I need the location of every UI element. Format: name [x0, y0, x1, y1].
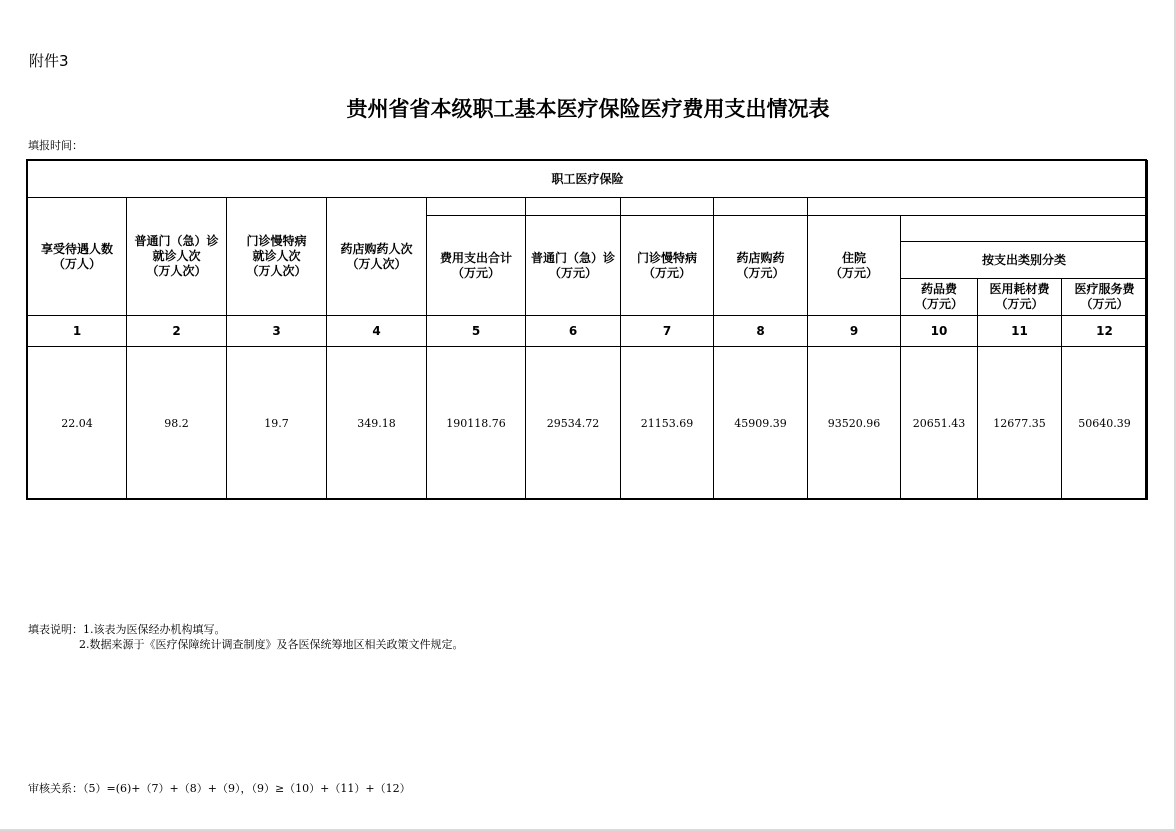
expense-table: [27, 160, 1148, 500]
index-cell: 4: [327, 316, 427, 347]
fill-time-label: 填报时间：: [28, 139, 83, 152]
data-cell: 98.2: [127, 347, 227, 500]
header-blank-7: [621, 198, 714, 216]
index-cell: 2: [127, 316, 227, 347]
data-cell: 19.7: [227, 347, 327, 500]
index-cell: 1: [28, 316, 127, 347]
index-row: [28, 316, 1148, 347]
index-cell: 3: [227, 316, 327, 347]
header-c1: 享受待遇人数 （万人）: [28, 198, 127, 316]
attachment-label: 附件3: [29, 52, 69, 70]
header-c5: 费用支出合计 （万元）: [427, 216, 526, 316]
header-c12: 医疗服务费 （万元）: [1062, 279, 1148, 316]
header-blank-8: [714, 198, 808, 216]
classification-header: 按支出类别分类: [901, 242, 1148, 279]
group-header: 职工医疗保险: [28, 161, 1148, 198]
data-row: [28, 347, 1148, 500]
header-c6: 普通门（急）诊 （万元）: [526, 216, 621, 316]
data-cell: 93520.96: [808, 347, 901, 500]
index-cell: 7: [621, 316, 714, 347]
index-cell: 6: [526, 316, 621, 347]
data-cell: 349.18: [327, 347, 427, 500]
index-cell: 8: [714, 316, 808, 347]
index-cell: 11: [978, 316, 1062, 347]
index-cell: 5: [427, 316, 526, 347]
data-cell: 22.04: [28, 347, 127, 500]
data-cell: 20651.43: [901, 347, 978, 500]
index-cell: 10: [901, 316, 978, 347]
header-c7: 门诊慢特病 （万元）: [621, 216, 714, 316]
data-cell: 12677.35: [978, 347, 1062, 500]
header-c4: 药店购药人次 （万人次）: [327, 198, 427, 316]
page-title: 贵州省省本级职工基本医疗保险医疗费用支出情况表: [346, 96, 830, 121]
note-line-2: 2.数据来源于《医疗保障统计调查制度》及各医保统筹地区相关政策文件规定。: [79, 638, 464, 651]
index-cell: 9: [808, 316, 901, 347]
header-c3: 门诊慢特病 就诊人次 （万人次）: [227, 198, 327, 316]
note-line-1: 填表说明：1.该表为医保经办机构填写。: [28, 623, 226, 636]
header-c2: 普通门（急）诊 就诊人次 （万人次）: [127, 198, 227, 316]
header-c9: 住院 （万元）: [808, 216, 901, 316]
header-c11: 医用耗材费 （万元）: [978, 279, 1062, 316]
header-blank-5: [427, 198, 526, 216]
index-cell: 12: [1062, 316, 1148, 347]
data-cell: 190118.76: [427, 347, 526, 500]
header-blank-6: [526, 198, 621, 216]
audit-relation: 审核关系：（5）=(6)+（7）+（8）+（9），（9）≥（10）+（11）+（12）: [28, 782, 411, 795]
data-cell: 29534.72: [526, 347, 621, 500]
data-cell: 45909.39: [714, 347, 808, 500]
data-cell: 21153.69: [621, 347, 714, 500]
header-c10: 药品费 （万元）: [901, 279, 978, 316]
header-c8: 药店购药 （万元）: [714, 216, 808, 316]
data-cell: 50640.39: [1062, 347, 1148, 500]
header-blank-9-12: [808, 198, 1148, 216]
header-blank-10-12: [901, 216, 1148, 242]
